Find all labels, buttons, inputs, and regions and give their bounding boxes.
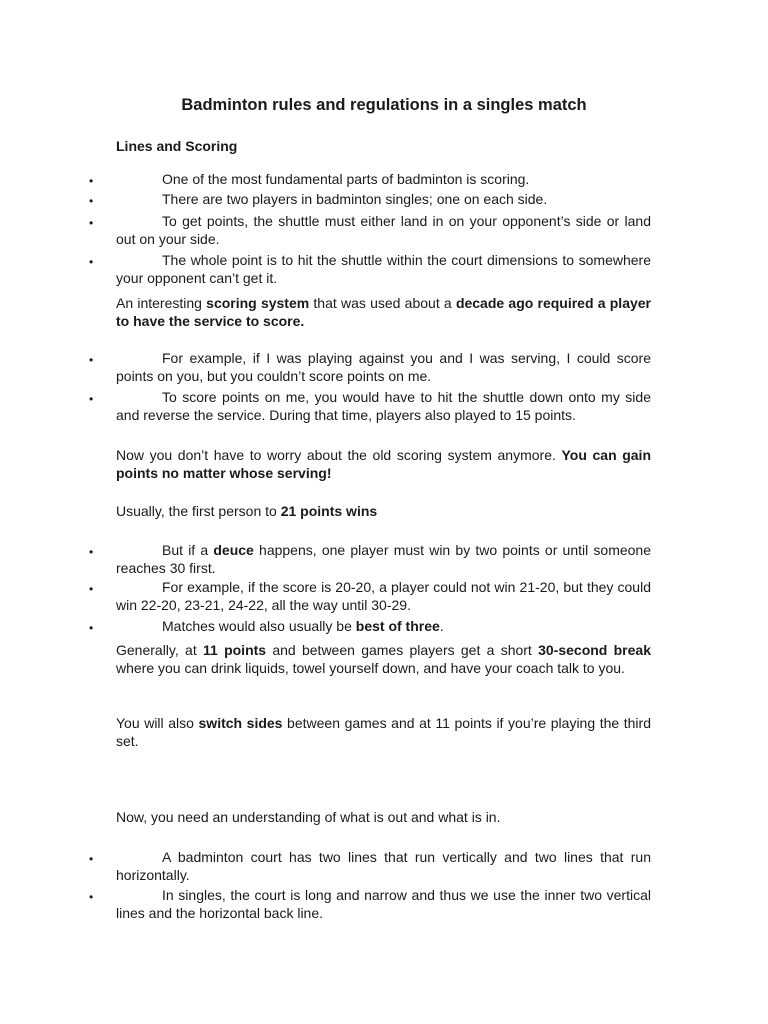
bullet-item: But if a deuce happens, one player must win by two points or until someone reaches 30 first. (116, 542, 652, 576)
bullet-marker: • (89, 216, 94, 230)
bullet-marker: • (89, 545, 94, 559)
bullet-marker: • (89, 582, 94, 596)
section-heading: Lines and Scoring (116, 138, 238, 154)
paragraph: Generally, at 11 points and between games players get a short 30-second break where you can drink liquids, towel yourself down, and have your coach talk to you. (116, 642, 651, 676)
bullet-item: To get points, the shuttle must either land in on your opponent’s side or land out on your side. (116, 213, 651, 247)
bullet-item: One of the most fundamental parts of badminton is scoring. (162, 171, 530, 187)
bullet-item: For example, if I was playing against you and I was serving, I could score points on you, but you couldn’t score points on me. (116, 350, 651, 384)
bullet-marker: • (89, 890, 94, 904)
bullet-item: For example, if the score is 20-20, a player could not win 21-20, but they could win 22-20, 23-21, 24-22, all the way until 30-29. (116, 579, 651, 613)
document-title: Badminton rules and regulations in a singles match (181, 96, 587, 114)
paragraph: Now you don’t have to worry about the old scoring system anymore. You can gain points no matter whose serving! (116, 447, 652, 481)
bullet-marker: • (89, 194, 94, 208)
bullet-marker: • (89, 174, 94, 188)
bullet-item: There are two players in badminton singles; one on each side. (162, 191, 548, 207)
bullet-marker: • (89, 852, 94, 866)
bullet-item: A badminton court has two lines that run vertically and two lines that run horizontally. (116, 849, 651, 883)
paragraph: Now, you need an understanding of what is out and what is in. (116, 809, 501, 825)
bullet-item: To score points on me, you would have to hit the shuttle down onto my side and reverse the service. During that time, players also played to 15 points. (116, 389, 651, 423)
paragraph: Usually, the first person to 21 points wins (116, 503, 378, 519)
bullet-marker: • (89, 392, 94, 406)
bullet-marker: • (89, 255, 94, 269)
paragraph: An interesting scoring system that was used about a decade ago required a player to have the service to score. (116, 295, 651, 329)
bullet-marker: • (89, 621, 94, 635)
bullet-item: Matches would also usually be best of three. (162, 618, 444, 634)
bullet-item: The whole point is to hit the shuttle within the court dimensions to somewhere your opponent can’t get it. (116, 252, 651, 286)
paragraph: You will also switch sides between games and at 11 points if you’re playing the third set. (116, 715, 651, 749)
bullet-item: In singles, the court is long and narrow and thus we use the inner two vertical lines and the horizontal back line. (116, 887, 651, 921)
bullet-marker: • (89, 353, 94, 367)
